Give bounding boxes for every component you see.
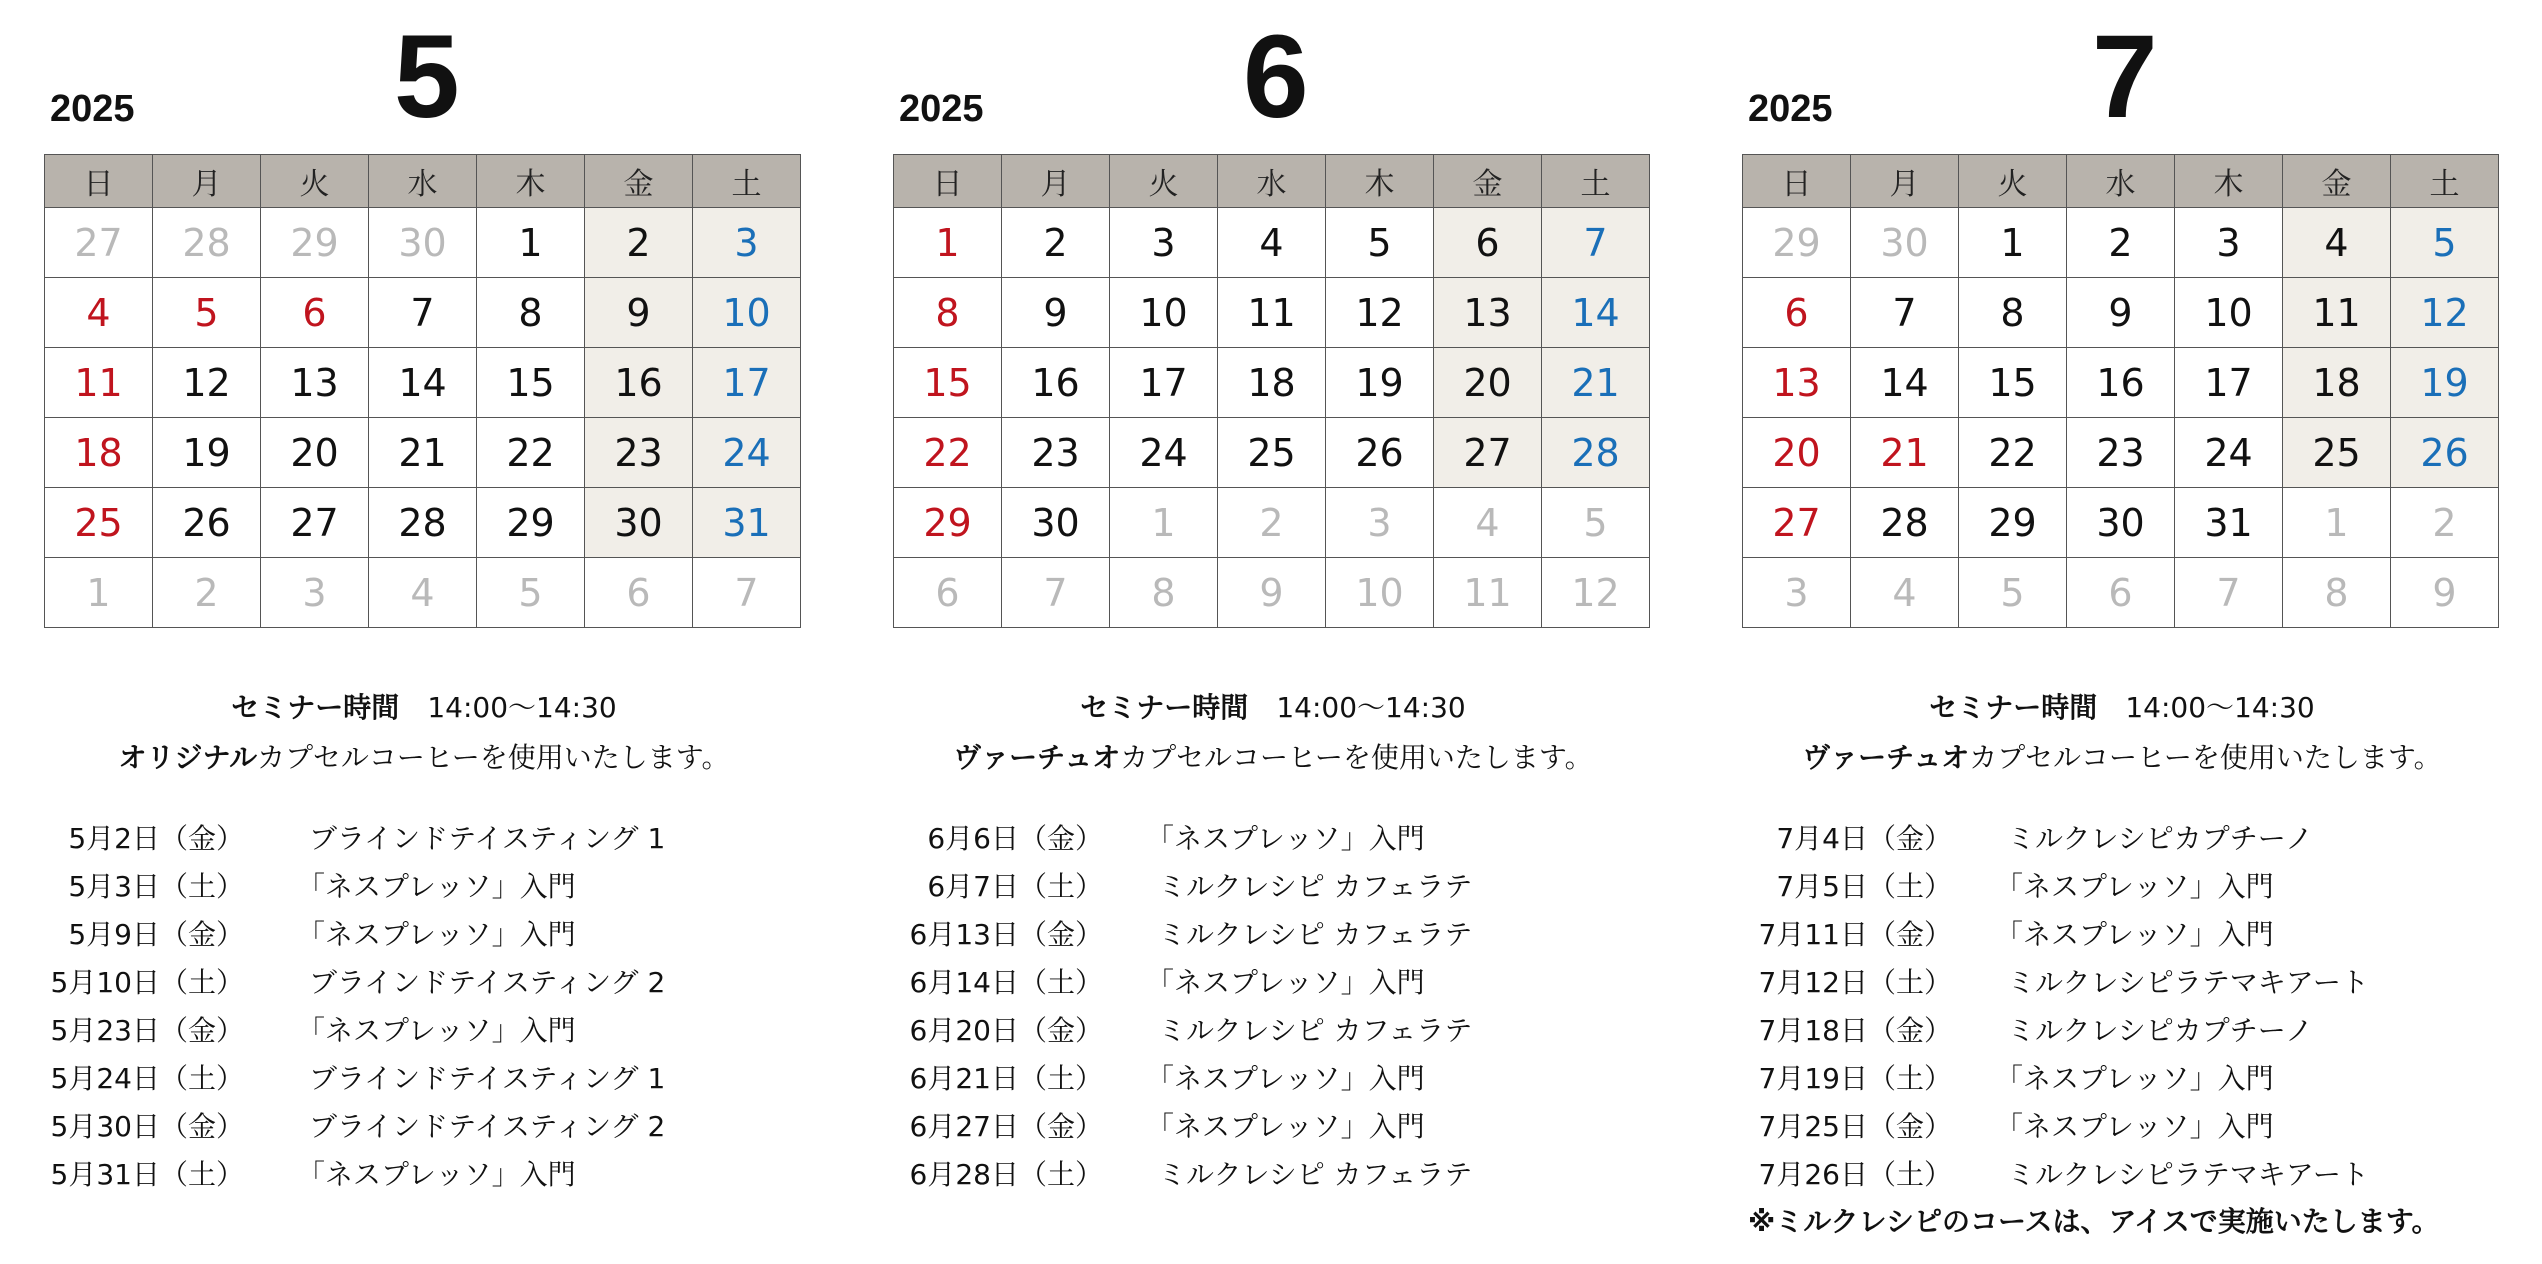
calendar-day-cell: 29 [1959,488,2067,558]
year-label: 2025 [899,88,984,130]
calendar-day-cell: 7 [369,278,477,348]
schedule-item [44,1057,804,1105]
schedule-item [44,1153,804,1201]
weekday-header: 金 [2283,155,2391,208]
weekday-header-row [894,155,1650,208]
schedule-date: 5月10日（土） [50,966,244,999]
calendar-day-cell: 19 [153,418,261,488]
schedule-date: 6月14日（土） [909,966,1103,999]
calendar-day-cell: 24 [2175,418,2283,488]
capsule-notice [44,736,804,776]
weekday-header: 火 [1959,155,2067,208]
calendar-week-row [1743,348,2499,418]
calendar-day-cell: 25 [1218,418,1326,488]
weekday-header: 水 [1218,155,1326,208]
weekday-header-row [1743,155,2499,208]
calendar-day-cell: 27 [261,488,369,558]
schedule-item [44,817,804,865]
calendar-day-cell: 25 [45,488,153,558]
calendar-day-cell: 5 [153,278,261,348]
calendar-week-row [894,208,1650,278]
schedule-date: 5月2日（金） [68,822,244,855]
calendar-day-cell: 14 [1851,348,1959,418]
calendar-day-cell: 30 [369,208,477,278]
schedule-date: 7月4日（金） [1776,822,1952,855]
schedule-title: 「ネスプレッソ」入門 [1146,822,1425,855]
schedule-date: 5月23日（金） [50,1014,244,1047]
seminar-schedule-list [1742,817,2502,1201]
schedule-title: ミルクレシピ カフェラテ [1158,1158,1473,1191]
calendar-day-cell: 16 [1002,348,1110,418]
schedule-item [1742,865,2502,913]
calendar-day-cell: 26 [2391,418,2499,488]
calendar-day-cell: 24 [693,418,801,488]
calendar-day-cell: 3 [1110,208,1218,278]
year-label: 2025 [1748,88,1833,130]
schedule-title: 「ネスプレッソ」入門 [297,870,576,903]
capsule-text: カプセルコーヒーを使用いたします。 [1120,741,1593,774]
calendar-day-cell: 10 [1326,558,1434,628]
month-number: 5 [394,11,460,143]
calendar-day-cell: 17 [2175,348,2283,418]
calendar-day-cell: 4 [2283,208,2391,278]
calendar-grid [44,154,801,628]
schedule-item [893,817,1653,865]
calendar-week-row [1743,208,2499,278]
calendar-day-cell: 19 [2391,348,2499,418]
capsule-notice [893,736,1653,776]
calendar-week-row [1743,488,2499,558]
calendar-day-cell: 22 [1959,418,2067,488]
calendar-week-row [894,278,1650,348]
calendar-day-cell: 18 [2283,348,2391,418]
schedule-date: 6月6日（金） [927,822,1103,855]
weekday-header: 土 [693,155,801,208]
calendar-day-cell: 15 [1959,348,2067,418]
calendar-day-cell: 3 [1743,558,1851,628]
schedule-item [893,1153,1653,1201]
calendar-day-cell: 9 [1002,278,1110,348]
schedule-item [44,1009,804,1057]
calendar-day-cell: 15 [894,348,1002,418]
calendar-day-cell: 30 [1002,488,1110,558]
calendar-day-cell: 4 [1434,488,1542,558]
weekday-header: 土 [1542,155,1650,208]
calendar-day-cell: 12 [2391,278,2499,348]
schedule-title: ミルクレシピカプチーノ [2007,1014,2314,1047]
schedule-item [44,913,804,961]
calendar-day-cell: 6 [894,558,1002,628]
schedule-date: 6月28日（土） [909,1158,1103,1191]
schedule-date: 7月25日（金） [1758,1110,1952,1143]
calendar-grid [893,154,1650,628]
calendar-day-cell: 1 [45,558,153,628]
calendar-day-cell: 9 [1218,558,1326,628]
calendar-day-cell: 17 [693,348,801,418]
calendar-day-cell: 6 [1743,278,1851,348]
calendar-day-cell: 23 [2067,418,2175,488]
calendar-day-cell: 6 [585,558,693,628]
seminar-label: セミナー時間 [1080,691,1249,724]
calendar-grid [1742,154,2499,628]
calendar-day-cell: 7 [1002,558,1110,628]
calendar-day-cell: 7 [2175,558,2283,628]
schedule-item [893,1057,1653,1105]
calendar-day-cell: 3 [261,558,369,628]
calendar-week-row [45,418,801,488]
calendar-day-cell: 3 [1326,488,1434,558]
calendar-day-cell: 29 [477,488,585,558]
schedule-date: 7月11日（金） [1758,918,1952,951]
schedule-title: ブラインドテイスティング 2 [309,966,666,999]
calendar-day-cell: 28 [1851,488,1959,558]
schedule-date: 5月24日（土） [50,1062,244,1095]
weekday-header: 月 [1851,155,1959,208]
schedule-date: 6月20日（金） [909,1014,1103,1047]
schedule-item [1742,1105,2502,1153]
calendar-week-row [45,278,801,348]
schedule-title: 「ネスプレッソ」入門 [1995,1062,2274,1095]
schedule-date: 7月5日（土） [1776,870,1952,903]
calendar-day-cell: 31 [2175,488,2283,558]
weekday-header: 木 [1326,155,1434,208]
calendar-day-cell: 9 [2067,278,2175,348]
weekday-header: 木 [2175,155,2283,208]
weekday-header: 水 [369,155,477,208]
calendar-day-cell: 5 [1959,558,2067,628]
seminar-time: 14:00〜14:30 [1276,691,1466,724]
seminar-label: セミナー時間 [231,691,400,724]
calendar-day-cell: 8 [2283,558,2391,628]
schedule-date: 7月12日（土） [1758,966,1952,999]
weekday-header: 火 [1110,155,1218,208]
schedule-item [1742,1009,2502,1057]
schedule-title: 「ネスプレッソ」入門 [1995,870,2274,903]
calendar-day-cell: 25 [2283,418,2391,488]
calendar-day-cell: 8 [1959,278,2067,348]
calendar-day-cell: 7 [693,558,801,628]
month-calendar [44,0,804,1264]
calendar-week-row [894,418,1650,488]
schedule-title: 「ネスプレッソ」入門 [1146,966,1425,999]
capsule-text: カプセルコーヒーを使用いたします。 [1969,741,2442,774]
calendar-day-cell: 2 [1002,208,1110,278]
calendar-week-row [894,348,1650,418]
weekday-header: 木 [477,155,585,208]
calendar-day-cell: 5 [2391,208,2499,278]
calendar-day-cell: 21 [369,418,477,488]
schedule-title: ミルクレシピ カフェラテ [1158,918,1473,951]
calendar-day-cell: 2 [153,558,261,628]
calendar-week-row [1743,418,2499,488]
calendar-day-cell: 1 [2283,488,2391,558]
year-label: 2025 [50,88,135,130]
calendar-day-cell: 29 [894,488,1002,558]
calendar-day-cell: 6 [1434,208,1542,278]
calendar-week-row [1743,558,2499,628]
schedule-title: 「ネスプレッソ」入門 [297,918,576,951]
weekday-header: 火 [261,155,369,208]
schedule-title: ブラインドテイスティング 1 [309,1062,666,1095]
schedule-date: 5月30日（金） [50,1110,244,1143]
calendar-day-cell: 27 [1434,418,1542,488]
schedule-title: ミルクレシピ カフェラテ [1158,870,1473,903]
schedule-item [44,865,804,913]
calendar-day-cell: 14 [1542,278,1650,348]
weekday-header: 土 [2391,155,2499,208]
calendar-day-cell: 4 [369,558,477,628]
schedule-date: 5月3日（土） [68,870,244,903]
schedule-date: 6月7日（土） [927,870,1103,903]
schedule-date: 6月27日（金） [909,1110,1103,1143]
calendar-day-cell: 16 [2067,348,2175,418]
calendar-day-cell: 12 [1542,558,1650,628]
weekday-header-row [45,155,801,208]
seminar-label: セミナー時間 [1929,691,2098,724]
calendar-day-cell: 15 [477,348,585,418]
calendar-day-cell: 11 [45,348,153,418]
schedule-date: 7月26日（土） [1758,1158,1952,1191]
calendar-week-row [45,208,801,278]
weekday-header: 月 [153,155,261,208]
schedule-item [1742,1153,2502,1201]
schedule-title: 「ネスプレッソ」入門 [1146,1110,1425,1143]
schedule-item [44,1105,804,1153]
calendar-day-cell: 20 [1743,418,1851,488]
calendar-day-cell: 8 [1110,558,1218,628]
schedule-title: 「ネスプレッソ」入門 [1995,918,2274,951]
calendar-day-cell: 24 [1110,418,1218,488]
month-calendar [893,0,1653,1264]
calendar-day-cell: 3 [693,208,801,278]
calendar-day-cell: 7 [1542,208,1650,278]
seminar-time: 14:00〜14:30 [2125,691,2315,724]
calendar-day-cell: 11 [1434,558,1542,628]
month-number: 6 [1243,11,1309,143]
calendar-day-cell: 13 [261,348,369,418]
calendar-day-cell: 31 [693,488,801,558]
weekday-header: 日 [1743,155,1851,208]
schedule-title: ミルクレシピカプチーノ [2007,822,2314,855]
calendar-day-cell: 28 [369,488,477,558]
calendar-day-cell: 1 [894,208,1002,278]
calendar-day-cell: 13 [1434,278,1542,348]
month-calendar [1742,0,2502,1264]
calendar-day-cell: 29 [1743,208,1851,278]
calendar-day-cell: 2 [2391,488,2499,558]
calendar-day-cell: 2 [1218,488,1326,558]
schedule-title: 「ネスプレッソ」入門 [297,1158,576,1191]
seminar-time-line [893,686,1653,726]
schedule-title: 「ネスプレッソ」入門 [1995,1110,2274,1143]
calendar-day-cell: 14 [369,348,477,418]
schedule-title: ブラインドテイスティング 1 [309,822,666,855]
schedule-date: 6月13日（金） [909,918,1103,951]
calendar-day-cell: 29 [261,208,369,278]
calendar-day-cell: 5 [1326,208,1434,278]
calendar-day-cell: 9 [585,278,693,348]
calendar-day-cell: 16 [585,348,693,418]
calendar-day-cell: 30 [1851,208,1959,278]
calendar-day-cell: 12 [1326,278,1434,348]
weekday-header: 月 [1002,155,1110,208]
weekday-header: 日 [45,155,153,208]
calendar-day-cell: 3 [2175,208,2283,278]
schedule-item [893,961,1653,1009]
schedule-title: ミルクレシピ カフェラテ [1158,1014,1473,1047]
calendar-day-cell: 30 [2067,488,2175,558]
schedule-item [1742,817,2502,865]
capsule-type: ヴァーチュオ [953,741,1121,774]
weekday-header: 金 [1434,155,1542,208]
calendar-day-cell: 7 [1851,278,1959,348]
calendar-day-cell: 21 [1542,348,1650,418]
schedule-title: ミルクレシピラテマキアート [2007,1158,2369,1191]
seminar-time-line [1742,686,2502,726]
schedule-title: 「ネスプレッソ」入門 [297,1014,576,1047]
calendar-day-cell: 23 [585,418,693,488]
calendar-day-cell: 22 [894,418,1002,488]
calendar-week-row [894,488,1650,558]
schedule-item [1742,1057,2502,1105]
schedule-date: 7月19日（土） [1758,1062,1952,1095]
schedule-title: ミルクレシピラテマキアート [2007,966,2369,999]
calendar-day-cell: 4 [1218,208,1326,278]
schedule-date: 5月9日（金） [68,918,244,951]
schedule-item [893,913,1653,961]
schedule-item [893,1009,1653,1057]
capsule-type: ヴァーチュオ [1802,741,1970,774]
calendar-day-cell: 22 [477,418,585,488]
calendar-day-cell: 4 [45,278,153,348]
capsule-text: カプセルコーヒーを使用いたします。 [257,741,730,774]
schedule-title: 「ネスプレッソ」入門 [1146,1062,1425,1095]
schedule-item [893,1105,1653,1153]
month-number: 7 [2092,11,2158,143]
calendar-day-cell: 9 [2391,558,2499,628]
calendar-day-cell: 1 [1110,488,1218,558]
calendar-day-cell: 30 [585,488,693,558]
calendar-week-row [1743,278,2499,348]
weekday-header: 水 [2067,155,2175,208]
calendar-week-row [45,488,801,558]
calendar-day-cell: 12 [153,348,261,418]
calendar-week-row [45,348,801,418]
calendar-day-cell: 13 [1743,348,1851,418]
calendar-day-cell: 5 [1542,488,1650,558]
calendar-day-cell: 8 [894,278,1002,348]
calendar-day-cell: 20 [1434,348,1542,418]
calendar-day-cell: 20 [261,418,369,488]
weekday-header: 日 [894,155,1002,208]
calendar-day-cell: 11 [2283,278,2391,348]
calendar-day-cell: 1 [1959,208,2067,278]
schedule-item [1742,913,2502,961]
calendar-day-cell: 26 [1326,418,1434,488]
calendar-day-cell: 5 [477,558,585,628]
calendar-day-cell: 17 [1110,348,1218,418]
seminar-schedule-list [893,817,1653,1201]
capsule-notice [1742,736,2502,776]
calendar-day-cell: 21 [1851,418,1959,488]
schedule-item [44,961,804,1009]
weekday-header: 金 [585,155,693,208]
calendar-day-cell: 23 [1002,418,1110,488]
calendar-day-cell: 10 [693,278,801,348]
calendar-day-cell: 10 [2175,278,2283,348]
calendar-day-cell: 27 [1743,488,1851,558]
calendar-day-cell: 11 [1218,278,1326,348]
calendar-day-cell: 19 [1326,348,1434,418]
schedule-date: 5月31日（土） [50,1158,244,1191]
schedule-item [893,865,1653,913]
calendar-day-cell: 18 [45,418,153,488]
calendar-day-cell: 10 [1110,278,1218,348]
seminar-time-line [44,686,804,726]
calendar-week-row [894,558,1650,628]
footnote: ※ミルクレシピのコースは、アイスで実施いたします。 [1748,1205,2440,1238]
calendar-day-cell: 6 [261,278,369,348]
calendar-day-cell: 28 [1542,418,1650,488]
seminar-schedule-list [44,817,804,1201]
schedule-item [1742,961,2502,1009]
calendar-day-cell: 2 [2067,208,2175,278]
calendar-week-row [45,558,801,628]
calendar-day-cell: 2 [585,208,693,278]
calendar-day-cell: 18 [1218,348,1326,418]
calendar-day-cell: 8 [477,278,585,348]
schedule-date: 6月21日（土） [909,1062,1103,1095]
schedule-title: ブラインドテイスティング 2 [309,1110,666,1143]
calendar-day-cell: 28 [153,208,261,278]
seminar-time: 14:00〜14:30 [427,691,617,724]
calendar-day-cell: 27 [45,208,153,278]
calendar-day-cell: 26 [153,488,261,558]
calendar-day-cell: 1 [477,208,585,278]
calendar-day-cell: 4 [1851,558,1959,628]
capsule-type: オリジナル [118,741,258,774]
calendar-day-cell: 6 [2067,558,2175,628]
schedule-date: 7月18日（金） [1758,1014,1952,1047]
